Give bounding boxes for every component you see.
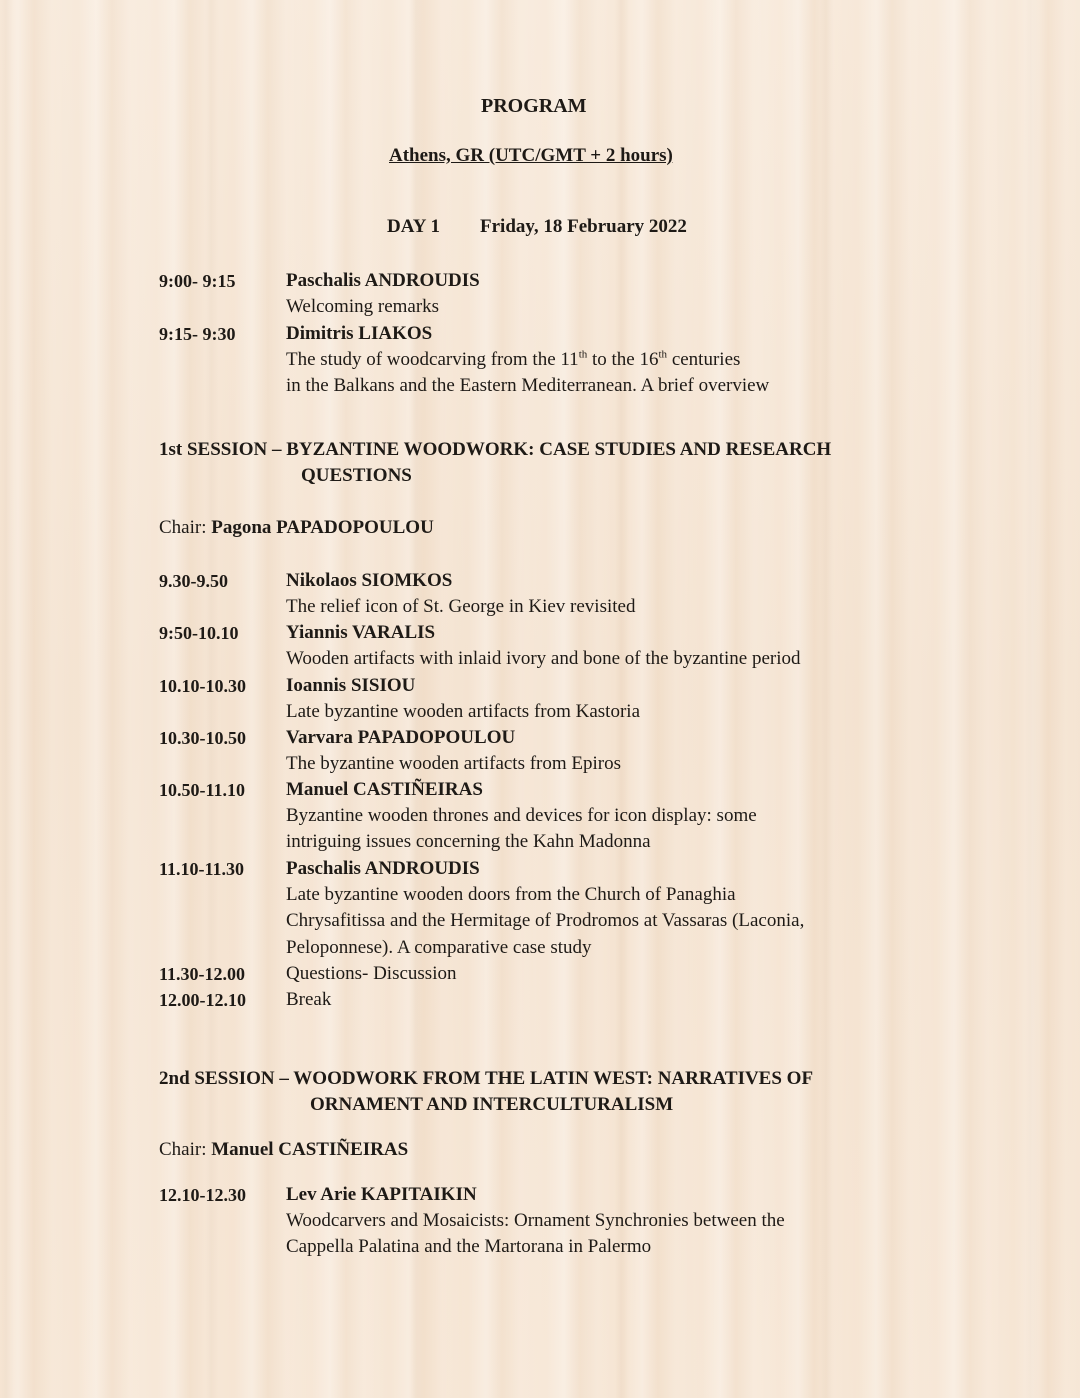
time-slot: 10.10-10.30 <box>159 676 246 696</box>
session-heading: 1st SESSION – BYZANTINE WOODWORK: CASE STUDIES AND RESEARCH <box>159 439 832 460</box>
speaker-name: Paschalis ANDROUDIS <box>286 270 480 291</box>
time-slot: 12.00-12.10 <box>159 990 246 1010</box>
talk-title-line: in the Balkans and the Eastern Mediterranean. A brief overview <box>286 375 770 397</box>
time-slot: 11.10-11.30 <box>159 859 245 879</box>
speaker-name: Yiannis VARALIS <box>286 622 436 643</box>
break-label: Break <box>286 989 332 1010</box>
session-heading-line2: ORNAMENT AND INTERCULTURALISM <box>310 1094 674 1115</box>
chair-name: Manuel CASTIÑEIRAS <box>211 1139 409 1160</box>
speaker-name: Ioannis SISIOU <box>286 675 416 696</box>
time-slot: 10.30-10.50 <box>159 728 246 748</box>
time-slot: 9:00- 9:15 <box>159 271 236 291</box>
discussion-label: Questions- Discussion <box>286 963 457 984</box>
speaker-name: Manuel CASTIÑEIRAS <box>286 779 483 800</box>
talk-title-line: intriguing issues concerning the Kahn Madonna <box>286 831 651 853</box>
chair-name: Pagona PAPADOPOULOU <box>211 517 434 538</box>
break-entry <box>286 987 331 1013</box>
speaker-name: Lev Arie KAPITAIKIN <box>286 1184 477 1205</box>
talk-title: Welcoming remarks <box>286 296 440 318</box>
talk-title-line: Peloponnese). A comparative case study <box>286 936 592 958</box>
time-slot: 12.10-12.30 <box>159 1185 246 1205</box>
time-slot: 11.30-12.00 <box>159 964 246 984</box>
talk-title: Woodcarvers and Mosaicists: Ornament Synchronies between the <box>286 1210 785 1232</box>
program-entry <box>286 673 640 725</box>
session-heading: 2nd SESSION – WOODWORK FROM THE LATIN WEST: NARRATIVES OF <box>159 1068 814 1089</box>
program-entry <box>286 568 635 620</box>
page-title: PROGRAM <box>481 95 587 117</box>
program-entry <box>286 856 804 961</box>
time-slot: 9:15- 9:30 <box>159 324 236 344</box>
program-entry <box>286 268 480 320</box>
speaker-name: Paschalis ANDROUDIS <box>286 858 480 879</box>
talk-title-line: Chrysafitissa and the Hermitage of Prodromos at Vassaras (Laconia, <box>286 910 805 932</box>
talk-title: The study of woodcarving from the 11th to the 16th centuries <box>286 348 741 371</box>
speaker-name: Dimitris LIAKOS <box>286 323 433 344</box>
program-entry <box>286 1182 785 1261</box>
program-entry <box>286 321 769 400</box>
program-entry <box>286 620 800 672</box>
program-entry <box>286 777 757 856</box>
program-entry <box>286 725 621 777</box>
talk-title: Late byzantine wooden doors from the Church of Panaghia <box>286 884 736 906</box>
session-chair: Chair: Manuel CASTIÑEIRAS <box>159 1139 409 1160</box>
talk-title: Byzantine wooden thrones and devices for icon display: some <box>286 805 757 827</box>
day-date: Friday, 18 February 2022 <box>480 216 687 237</box>
location-timezone: Athens, GR (UTC/GMT + 2 hours) <box>389 145 673 166</box>
talk-title-line: Cappella Palatina and the Martorana in Palermo <box>286 1236 652 1258</box>
time-slot: 9.30-9.50 <box>159 571 228 591</box>
talk-title: The byzantine wooden artifacts from Epiros <box>286 753 622 775</box>
time-slot: 10.50-11.10 <box>159 780 246 800</box>
talk-title: Wooden artifacts with inlaid ivory and bone of the byzantine period <box>286 648 801 670</box>
time-slot: 9:50-10.10 <box>159 623 239 643</box>
speaker-name: Nikolaos SIOMKOS <box>286 570 453 591</box>
session-heading-line2: QUESTIONS <box>301 465 412 486</box>
speaker-name: Varvara PAPADOPOULOU <box>286 727 516 748</box>
session-chair: Chair: Pagona PAPADOPOULOU <box>159 517 434 538</box>
talk-title: The relief icon of St. George in Kiev revisited <box>286 596 636 618</box>
discussion-entry <box>286 961 456 987</box>
talk-title: Late byzantine wooden artifacts from Kastoria <box>286 701 640 723</box>
day-label: DAY 1 <box>387 216 440 237</box>
